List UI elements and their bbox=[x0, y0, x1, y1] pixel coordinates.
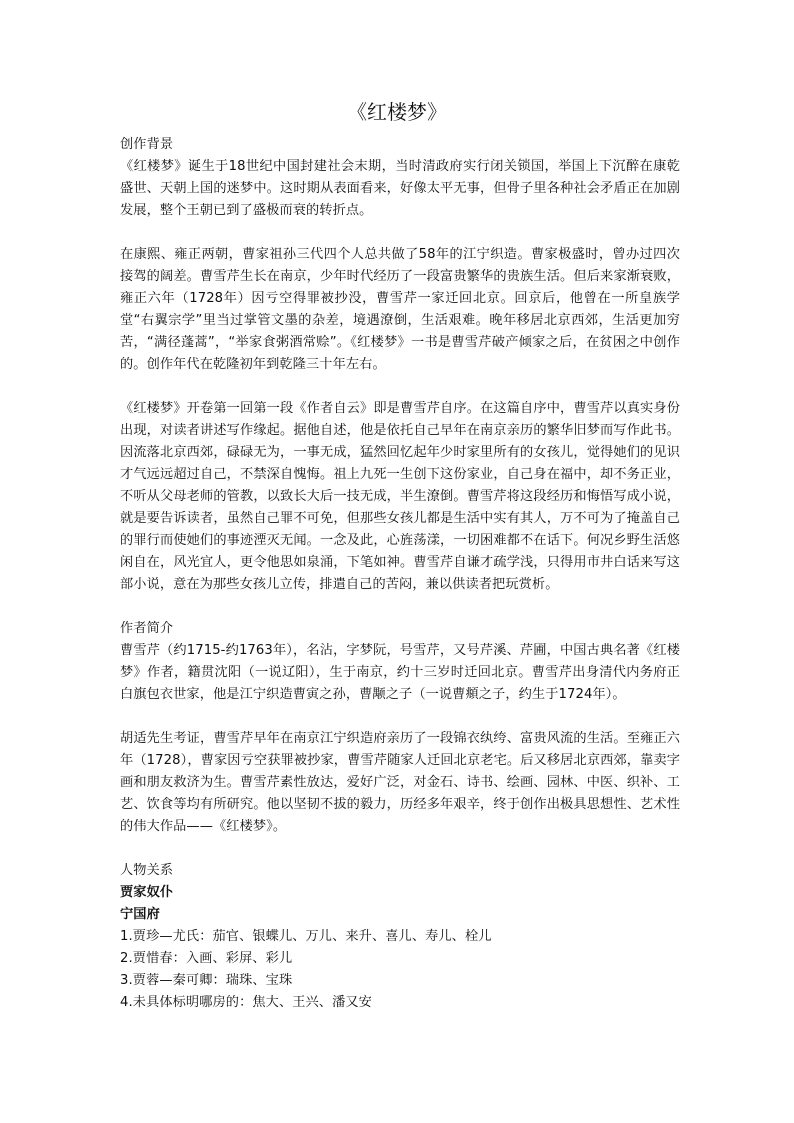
paragraph: 曹雪芹（约1715-约1763年），名沾，字梦阮，号雪芹，又号芹溪、芹圃，中国古典名著《红楼梦》作者，籍贯沈阳（一说辽阳），生于南京，约十三岁时迁回北京。曹雪芹出身清代内务府正白旗包衣世家，他是江宁织造曹寅之孙，曹颙之子（一说曹頫之子，约生于1724年）。 bbox=[120, 643, 680, 702]
paragraph-gap bbox=[120, 706, 680, 728]
section-heading-relations: 人物关系 bbox=[120, 863, 174, 878]
paragraph-gap bbox=[120, 838, 680, 860]
document-body bbox=[120, 134, 680, 1014]
subheading-ningguo: 宁国府 bbox=[120, 907, 160, 922]
paragraph-gap bbox=[120, 222, 680, 244]
paragraph: 在康熙、雍正两朝，曹家祖孙三代四个人总共做了58年的江宁织造。曹家极盛时，曾办过四次接驾的阔差。曹雪芹生长在南京，少年时代经历了一段富贵繁华的贵族生活。但后来家渐衰败，雍正六年（1728年）因亏空得罪被抄没，曹雪芹一家迁回北京。回京后，他曾在一所皇族学堂“右翼宗学”里当过掌管文墨的杂差，境遇潦倒，生活艰难。晚年移居北京西郊，生活更加穷苦，“满径蓬蒿”，“举家食粥酒常赊”。《红楼梦》一书是曹雪芹破产倾家之后，在贫困之中创作的。创作年代在乾隆初年到乾隆三十年左右。 bbox=[120, 247, 680, 372]
list-item: 1.贾珍—尤氏：茄官、银蝶儿、万儿、来升、喜儿、寿儿、栓儿 bbox=[120, 929, 492, 944]
section-heading-background: 创作背景 bbox=[120, 137, 174, 152]
paragraph-gap bbox=[120, 596, 680, 618]
paragraph: 《红楼梦》开卷第一回第一段《作者自云》即是曹雪芹自序。在这篇自序中，曹雪芹以真实身份出现，对读者讲述写作缘起。据他自述，他是依托自己早年在南京亲历的繁华旧梦而写作此书。因流落北京西郊，碌碌无为，一事无成，猛然回忆起年少时家里所有的女孩儿，觉得她们的见识才气远远超过自己，不禁深自愧悔。祖上九死一生创下这份家业，自己身在福中，却不务正业，不听从父母老师的管教，以致长大后一技无成，半生潦倒。曹雪芹将这段经历和悔悟写成小说，就是要告诉读者，虽然自己罪不可免，但那些女孩儿都是生活中实有其人，万不可为了掩盖自己的罪行而使她们的事迹湮灭无闻。一念及此，心旌荡漾，一切困难都不在话下。何况乡野生活悠闲自在，风光宜人，更令他思如泉涌，下笔如神。曹雪芹自谦才疏学浅，只得用市井白话来写这部小说，意在为那些女孩儿立传，排遣自己的苦闷，兼以供读者把玩赏析。 bbox=[120, 401, 680, 592]
paragraph: 《红楼梦》诞生于18世纪中国封建社会末期，当时清政府实行闭关锁国，举国上下沉醉在康乾盛世、天朝上国的迷梦中。这时期从表面看来，好像太平无事，但骨子里各种社会矛盾正在加剧发展，整个王朝已到了盛极而衰的转折点。 bbox=[120, 159, 680, 218]
list-item: 3.贾蓉—秦可卿：瑞珠、宝珠 bbox=[120, 973, 293, 988]
list-item: 2.贾惜春：入画、彩屏、彩儿 bbox=[120, 951, 293, 966]
document-title: 《红楼梦》 bbox=[347, 100, 447, 124]
list-item: 4.未具体标明哪房的：焦大、王兴、潘又安 bbox=[120, 995, 372, 1010]
subheading-servants: 贾家奴仆 bbox=[120, 885, 174, 900]
paragraph: 胡适先生考证，曹雪芹早年在南京江宁织造府亲历了一段锦衣纨绔、富贵风流的生活。至雍正六年（1728），曹家因亏空获罪被抄家，曹雪芹随家人迁回北京老宅。后又移居北京西郊，靠卖字画和朋友救济为生。曹雪芹素性放达，爱好广泛，对金石、诗书、绘画、园林、中医、织补、工艺、饮食等均有所研究。他以坚韧不拔的毅力，历经多年艰辛，终于创作出极具思想性、艺术性的伟大作品——《红楼梦》。 bbox=[120, 731, 680, 834]
paragraph-gap bbox=[120, 376, 680, 398]
section-heading-author: 作者简介 bbox=[120, 621, 174, 636]
